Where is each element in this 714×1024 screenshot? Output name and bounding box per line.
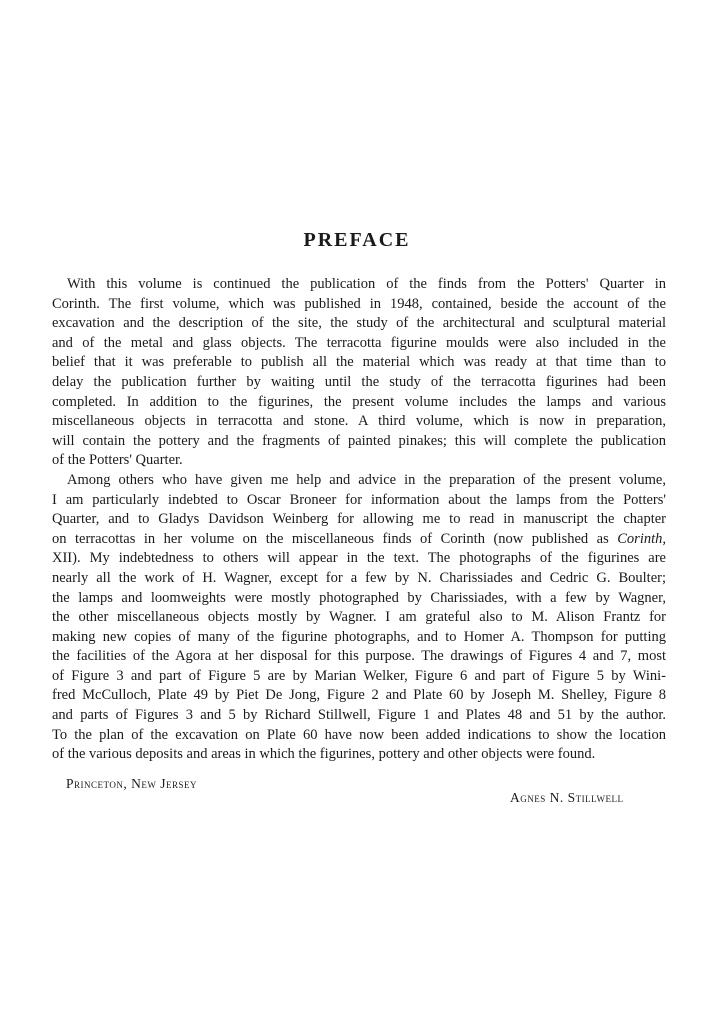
text-line: excavation and the description of the site, the study of the architectural and sculptural material (52, 315, 666, 332)
text-line: of the Potters' Quarter. (52, 452, 183, 469)
text-line: Quarter, and to Gladys Davidson Weinberg for allowing me to read in manuscript the chapter (52, 511, 666, 528)
text-line: and of the metal and glass objects. The terracotta figurine moulds were also included in the (52, 334, 666, 351)
text-line-with-italic (52, 530, 666, 550)
text-line: the lamps and loomweights were mostly photographed by Charissiades, with a few by Wagner, (52, 589, 666, 606)
text-line: and parts of Figures 3 and 5 by Richard Stillwell, Figure 1 and Plates 48 and 51 by the author. (52, 707, 666, 724)
text-line: belief that it was preferable to publish all the material which was ready at that time than to (52, 354, 666, 371)
italic-title: Corinth, (617, 530, 666, 547)
text-line: will contain the pottery and the fragments of painted pinakes; this will complete the publication (52, 432, 666, 449)
text-line: miscellaneous objects in terracotta and stone. A third volume, which is now in preparation, (52, 413, 666, 430)
text-line: fred McCulloch, Plate 49 by Piet De Jong, Figure 2 and Plate 60 by Joseph M. Shelley, Figure 8 (52, 687, 666, 704)
text-line: the facilities of the Agora at her disposal for this purpose. The drawings of Figures 4 and 7, most (52, 648, 666, 665)
text-segment: on terracottas in her volume on the miscellaneous finds of Corinth (now published as (52, 530, 618, 547)
text-line: delay the publication further by waiting until the study of the terracotta figurines had been (52, 373, 666, 390)
text-line: I am particularly indebted to Oscar Broneer for information about the lamps from the Potters' (52, 491, 666, 508)
text-line: of the various deposits and areas in which the figurines, pottery and other objects were found. (52, 746, 596, 763)
text-line: Among others who have given me help and advice in the preparation of the present volume, (67, 471, 666, 488)
text-line: of Figure 3 and part of Figure 5 are by Marian Welker, Figure 6 and part of Figure 5 by Wini- (52, 667, 666, 684)
text-line: With this volume is continued the publication of the finds from the Potters' Quarter in (67, 276, 666, 292)
text-line: making new copies of many of the figurine photographs, and to Homer A. Thompson for putting (52, 628, 666, 645)
text-line: completed. In addition to the figurines, the present volume includes the lamps and various (52, 393, 666, 410)
text-line: XII). My indebtedness to others will appear in the text. The photographs of the figurines are (52, 550, 666, 567)
text-line: the other miscellaneous objects mostly by Wagner. I am grateful also to M. Alison Frantz for (52, 609, 666, 626)
author-signature: Agnes N. Stillwell (510, 790, 624, 805)
page-title: PREFACE (303, 229, 411, 251)
place-line: Princeton, New Jersey (66, 776, 197, 791)
preface-body (52, 275, 666, 765)
text-line: Corinth. The first volume, which was published in 1948, contained, beside the account of the (52, 295, 666, 312)
text-line: To the plan of the excavation on Plate 60 have now been added indications to show the location (52, 726, 666, 743)
text-line: nearly all the work of H. Wagner, except for a few by N. Charissiades and Cedric G. Boulter; (52, 569, 666, 586)
